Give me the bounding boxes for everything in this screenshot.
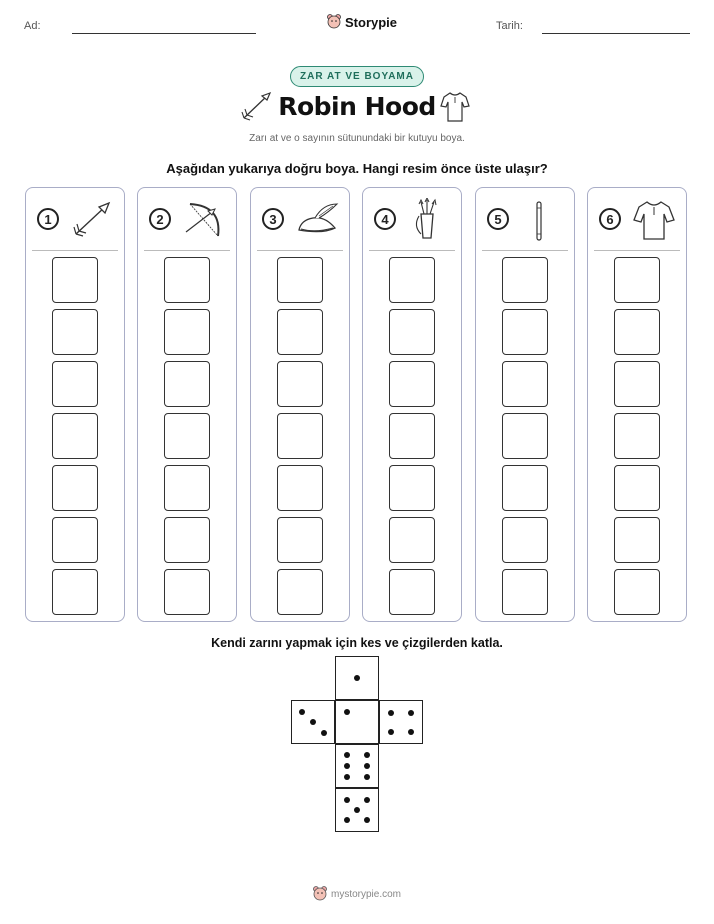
divider — [32, 250, 118, 251]
pip — [354, 807, 360, 813]
column-3 — [250, 187, 350, 622]
color-box[interactable] — [389, 465, 435, 511]
name-line[interactable] — [72, 33, 256, 34]
die-face-1-center — [335, 700, 379, 744]
color-box[interactable] — [164, 257, 210, 303]
pip — [344, 817, 350, 823]
divider — [369, 250, 455, 251]
tunic-icon — [632, 198, 676, 242]
color-box[interactable] — [52, 413, 98, 459]
color-box[interactable] — [277, 517, 323, 563]
dice-instruction: Kendi zarını yapmak için kes ve çizgilerden katla. — [211, 636, 503, 650]
color-box[interactable] — [52, 257, 98, 303]
column-6 — [587, 187, 687, 622]
pip — [354, 675, 360, 681]
number-badge: 2 — [149, 208, 171, 230]
die-face-1 — [335, 656, 379, 700]
page-title: Robin Hood — [278, 92, 436, 121]
column-5 — [475, 187, 575, 622]
color-box[interactable] — [164, 361, 210, 407]
color-box[interactable] — [502, 309, 548, 355]
date-line[interactable] — [542, 33, 690, 34]
divider — [482, 250, 568, 251]
pip — [388, 710, 394, 716]
color-box[interactable] — [614, 465, 660, 511]
color-box[interactable] — [614, 413, 660, 459]
color-box[interactable] — [614, 517, 660, 563]
pip — [344, 752, 350, 758]
die-face-4 — [379, 700, 423, 744]
color-box[interactable] — [502, 517, 548, 563]
number-badge: 4 — [374, 208, 396, 230]
feathered-hat-icon — [295, 198, 339, 242]
pip — [344, 763, 350, 769]
color-box[interactable] — [502, 569, 548, 615]
color-box[interactable] — [164, 309, 210, 355]
color-box[interactable] — [52, 465, 98, 511]
number-badge: 5 — [487, 208, 509, 230]
number-badge: 6 — [599, 208, 621, 230]
staff-icon — [520, 198, 564, 242]
color-box[interactable] — [389, 517, 435, 563]
color-box[interactable] — [502, 413, 548, 459]
pip — [364, 817, 370, 823]
pip — [388, 729, 394, 735]
color-box[interactable] — [52, 309, 98, 355]
date-label: Tarih: — [496, 20, 523, 32]
color-box[interactable] — [277, 569, 323, 615]
color-box[interactable] — [164, 517, 210, 563]
pip — [364, 763, 370, 769]
title-tunic-icon — [440, 91, 470, 123]
column-2 — [137, 187, 237, 622]
activity-badge: ZAR AT VE BOYAMA — [290, 66, 424, 87]
color-box[interactable] — [502, 361, 548, 407]
color-box[interactable] — [614, 361, 660, 407]
color-box[interactable] — [614, 309, 660, 355]
divider — [257, 250, 343, 251]
bow-icon — [182, 198, 226, 242]
pip — [408, 729, 414, 735]
bear-logo-icon — [313, 886, 327, 902]
number-badge: 3 — [262, 208, 284, 230]
color-box[interactable] — [164, 569, 210, 615]
pip — [408, 710, 414, 716]
column-1 — [25, 187, 125, 622]
divider — [144, 250, 230, 251]
footer-url[interactable]: mystorypie.com — [330, 888, 401, 900]
color-box[interactable] — [52, 361, 98, 407]
color-box[interactable] — [277, 257, 323, 303]
color-box[interactable] — [52, 517, 98, 563]
quiver-icon — [407, 198, 451, 242]
name-label: Ad: — [24, 20, 41, 32]
color-box[interactable] — [614, 257, 660, 303]
color-box[interactable] — [614, 569, 660, 615]
color-box[interactable] — [277, 309, 323, 355]
pip — [310, 719, 316, 725]
brand-name: Storypie — [345, 14, 398, 30]
brand-logo — [327, 14, 397, 30]
color-box[interactable] — [502, 465, 548, 511]
pip — [321, 730, 327, 736]
pip — [364, 797, 370, 803]
color-box[interactable] — [502, 257, 548, 303]
arrow-icon — [70, 198, 114, 242]
pip — [344, 709, 350, 715]
bear-logo-icon — [327, 14, 341, 30]
subtitle: Zarı at ve o sayının sütunundaki bir kutuyu boya. — [249, 133, 465, 144]
pip — [299, 709, 305, 715]
die-face-5 — [335, 788, 379, 832]
die-face-3 — [291, 700, 335, 744]
color-box[interactable] — [277, 465, 323, 511]
column-4 — [362, 187, 462, 622]
color-box[interactable] — [389, 569, 435, 615]
color-box[interactable] — [277, 361, 323, 407]
footer — [313, 886, 401, 902]
color-box[interactable] — [164, 413, 210, 459]
color-box[interactable] — [164, 465, 210, 511]
color-box[interactable] — [277, 413, 323, 459]
color-box[interactable] — [389, 413, 435, 459]
instruction: Aşağıdan yukarıya doğru boya. Hangi resim önce üste ulaşır? — [166, 161, 548, 176]
pip — [364, 752, 370, 758]
color-box[interactable] — [389, 309, 435, 355]
color-box[interactable] — [389, 361, 435, 407]
number-badge: 1 — [37, 208, 59, 230]
pip — [344, 797, 350, 803]
divider — [594, 250, 680, 251]
die-face-6 — [335, 744, 379, 788]
pip — [344, 774, 350, 780]
pip — [364, 774, 370, 780]
color-box[interactable] — [52, 569, 98, 615]
color-box[interactable] — [389, 257, 435, 303]
